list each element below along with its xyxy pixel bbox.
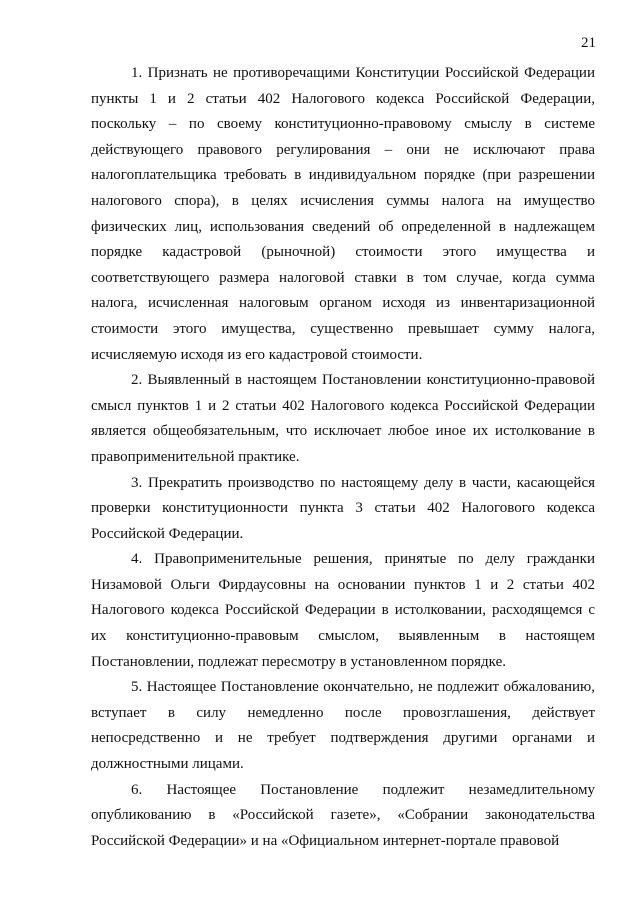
- paragraph-2: 2. Выявленный в настоящем Постановлении конституционно-правовой смысл пунктов 1 и 2 статьи 402 Налогового кодекса Российской Федерации является общеобязательным, что исключает любое иное их истолкование в правоприменительной практике.: [91, 372, 595, 465]
- paragraph-1: 1. Признать не противоречащими Конституции Российской Федерации пункты 1 и 2 статьи 402 Налогового кодекса Российской Федерации, поскольку – по своему конституционно-правовому смыслу в системе действующего правового регулирования – они не исключают права налогоплательщика требовать в индивидуальном порядке (при разрешении налогового спора), в целях исчисления суммы налога на имущество физических лиц, использования сведений об определенной в надлежащем порядке кадастровой (рыночной) стоимости этого имущества и соответствующего размера налоговой ставки в том случае, когда сумма налога, исчисленная налоговым органом исходя из инвентаризационной стоимости этого имущества, существенно превышает сумму налога, исчисляемую исходя из его кадастровой стоимости.: [91, 65, 595, 363]
- paragraph-5: 5. Настоящее Постановление окончательно, не подлежит обжалованию, вступает в силу немедленно после провозглашения, действует непосредственно и не требует подтверждения другими органами и должностными лицами.: [91, 679, 595, 773]
- page-number: 21: [581, 35, 596, 51]
- paragraph-6: 6. Настоящее Постановление подлежит незамедлительному опубликованию в «Российской газете», «Собрании законодательства Российской Федерации» и на «Официальном интернет-портале правовой: [91, 781, 595, 849]
- paragraph-3: 3. Прекратить производство по настоящему делу в части, касающейся проверки конституционности пункта 3 статьи 402 Налогового кодекса Российской Федерации.: [91, 474, 595, 542]
- document-body: [91, 61, 595, 854]
- paragraph-4: 4. Правоприменительные решения, принятые по делу гражданки Низамовой Ольги Фирдаусовны на основании пунктов 1 и 2 статьи 402 Налогового кодекса Российской Федерации в истолковании, расходящемся с их конституционно-правовым смыслом, выявленным в настоящем Постановлении, подлежат пересмотру в установленном порядке.: [91, 551, 595, 670]
